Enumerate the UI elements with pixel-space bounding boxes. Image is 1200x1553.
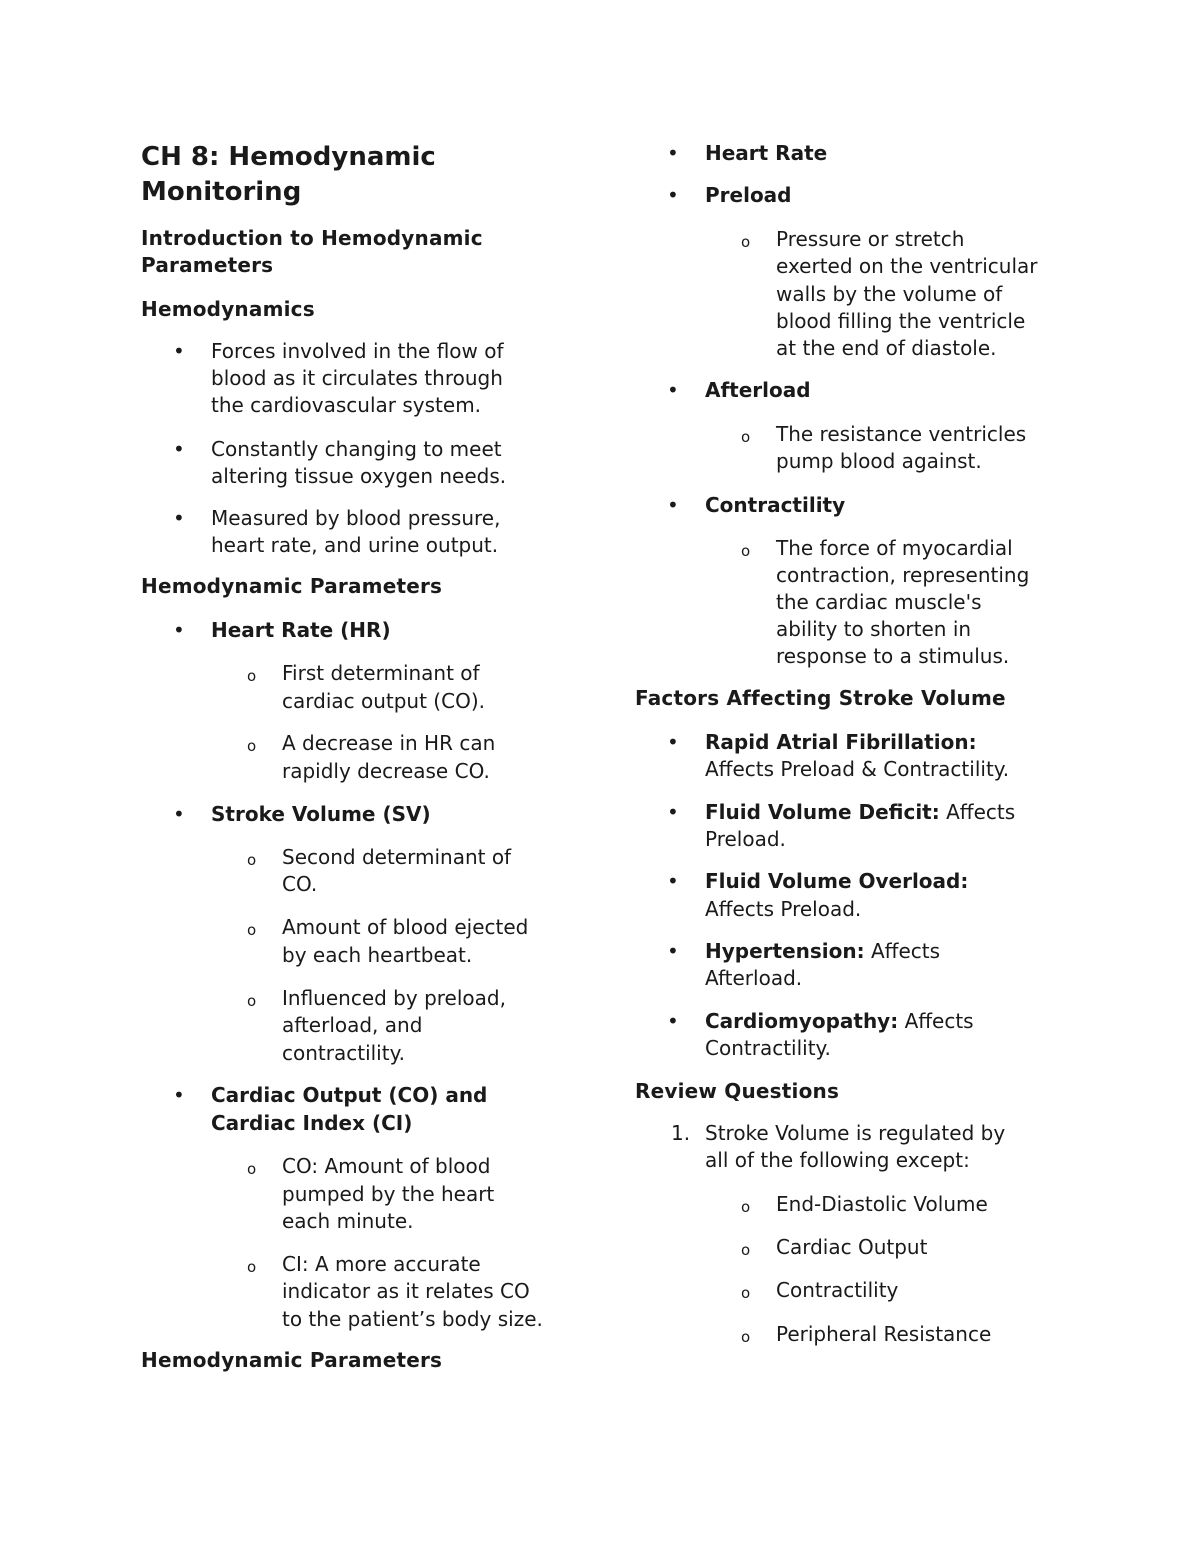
heart-rate-label: Heart Rate: [705, 141, 828, 165]
factor-line1: [705, 868, 968, 895]
sub-item-line: walls by the volume of: [776, 282, 1003, 306]
bullet-icon: •: [173, 339, 185, 363]
sub-item-line: indicator as it relates CO: [282, 1279, 530, 1303]
bullet-icon: •: [667, 141, 679, 165]
bullet-icon: •: [667, 183, 679, 207]
sub-item-line: CO.: [282, 872, 318, 896]
sub-item-line: the cardiac muscle's: [776, 590, 982, 614]
answer-option: Contractility: [776, 1278, 899, 1302]
list-item-line: the cardiovascular system.: [211, 393, 482, 417]
factor-line1: [705, 799, 1015, 826]
co-label-line2: Cardiac Index (CI): [211, 1111, 413, 1135]
hemodynamics-heading: Hemodynamics: [141, 297, 315, 321]
sub-item-line: response to a stimulus.: [776, 644, 1010, 668]
sub-bullet-icon: o: [247, 851, 257, 869]
factor-text: Affects: [864, 939, 941, 963]
sub-item-line: contractility.: [282, 1041, 405, 1065]
factor-term: Hypertension:: [705, 939, 865, 963]
bullet-icon: •: [667, 493, 679, 517]
factor-term: Fluid Volume Deficit:: [705, 800, 940, 824]
factor-line1: [705, 938, 940, 965]
afterload-label: Afterload: [705, 378, 811, 402]
sub-item-line: CI: A more accurate: [282, 1252, 481, 1276]
sub-item-line: exerted on the ventricular: [776, 254, 1038, 278]
review-heading: Review Questions: [635, 1079, 840, 1103]
sub-item-line: pumped by the heart: [282, 1182, 495, 1206]
list-item-line: Constantly changing to meet: [211, 437, 502, 461]
sub-bullet-icon: o: [247, 921, 257, 939]
intro-heading-line1: Introduction to Hemodynamic: [141, 226, 483, 250]
sub-item-line: pump blood against.: [776, 449, 982, 473]
sub-item-line: Influenced by preload,: [282, 986, 506, 1010]
list-item-line: Measured by blood pressure,: [211, 506, 501, 530]
sub-item-line: to the patient’s body size.: [282, 1307, 543, 1331]
bullet-icon: •: [173, 1083, 185, 1107]
bullet-icon: •: [173, 802, 185, 826]
sub-item-line: ability to shorten in: [776, 617, 972, 641]
question-line: all of the following except:: [705, 1148, 970, 1172]
factors-heading: Factors Affecting Stroke Volume: [635, 686, 1006, 710]
factor-line2: Preload.: [705, 827, 786, 851]
sub-item-line: The resistance ventricles: [776, 422, 1027, 446]
sub-bullet-icon: o: [741, 428, 751, 446]
factor-line2: Affects Preload & Contractility.: [705, 757, 1010, 781]
bullet-icon: •: [173, 618, 185, 642]
sub-item-line: A decrease in HR can: [282, 731, 496, 755]
answer-option: End-Diastolic Volume: [776, 1192, 988, 1216]
list-item-line: heart rate, and urine output.: [211, 533, 499, 557]
contractility-label: Contractility: [705, 493, 846, 517]
sub-item-line: Second determinant of: [282, 845, 512, 869]
factor-line2: Afterload.: [705, 966, 803, 990]
sub-item-line: blood filling the ventricle: [776, 309, 1026, 333]
sub-item-line: cardiac output (CO).: [282, 689, 485, 713]
bullet-icon: •: [667, 869, 679, 893]
sub-bullet-icon: o: [247, 1160, 257, 1178]
sv-label: Stroke Volume (SV): [211, 802, 431, 826]
page-title-line1: CH 8: Hemodynamic: [141, 142, 436, 172]
bullet-icon: •: [173, 437, 185, 461]
bullet-icon: •: [667, 730, 679, 754]
sub-bullet-icon: o: [247, 667, 257, 685]
bullet-icon: •: [667, 800, 679, 824]
sub-item-line: each minute.: [282, 1209, 414, 1233]
sub-bullet-icon: o: [741, 1241, 751, 1259]
sub-bullet-icon: o: [741, 1328, 751, 1346]
sub-bullet-icon: o: [741, 542, 751, 560]
factor-text: Affects: [939, 800, 1016, 824]
bullet-icon: •: [667, 1009, 679, 1033]
factor-term: Cardiomyopathy:: [705, 1009, 899, 1033]
answer-option: Cardiac Output: [776, 1235, 928, 1259]
factor-line1: [705, 729, 977, 756]
sub-item-line: Amount of blood ejected: [282, 915, 529, 939]
bullet-icon: •: [667, 378, 679, 402]
hr-label: Heart Rate (HR): [211, 618, 391, 642]
sub-bullet-icon: o: [741, 1198, 751, 1216]
co-label-line1: Cardiac Output (CO) and: [211, 1083, 488, 1107]
page-title-line2: Monitoring: [141, 177, 302, 207]
list-item-line: altering tissue oxygen needs.: [211, 464, 507, 488]
sub-item-line: CO: Amount of blood: [282, 1154, 491, 1178]
sub-bullet-icon: o: [741, 1284, 751, 1302]
sub-item-line: by each heartbeat.: [282, 943, 473, 967]
bullet-icon: •: [667, 939, 679, 963]
sub-item-line: The force of myocardial: [776, 536, 1013, 560]
question-number: 1.: [671, 1121, 691, 1145]
sub-bullet-icon: o: [247, 737, 257, 755]
factor-line2: Affects Preload.: [705, 897, 862, 921]
sub-item-line: First determinant of: [282, 661, 480, 685]
sub-bullet-icon: o: [247, 992, 257, 1010]
list-item-line: blood as it circulates through: [211, 366, 503, 390]
sub-item-line: Pressure or stretch: [776, 227, 965, 251]
sub-bullet-icon: o: [741, 233, 751, 251]
answer-option: Peripheral Resistance: [776, 1322, 992, 1346]
params-heading-2: Hemodynamic Parameters: [141, 1348, 443, 1372]
factor-term: Rapid Atrial Fibrillation:: [705, 730, 977, 754]
intro-heading-line2: Parameters: [141, 253, 274, 277]
bullet-icon: •: [173, 506, 185, 530]
sub-item-line: rapidly decrease CO.: [282, 759, 490, 783]
factor-line2: Contractility.: [705, 1036, 831, 1060]
params-heading: Hemodynamic Parameters: [141, 574, 443, 598]
sub-item-line: afterload, and: [282, 1013, 423, 1037]
factor-term: Fluid Volume Overload:: [705, 869, 969, 893]
factor-text: Affects: [898, 1009, 974, 1033]
sub-bullet-icon: o: [247, 1258, 257, 1276]
preload-label: Preload: [705, 183, 792, 207]
question-line: Stroke Volume is regulated by: [705, 1121, 1006, 1145]
sub-item-line: at the end of diastole.: [776, 336, 997, 360]
sub-item-line: contraction, representing: [776, 563, 1030, 587]
list-item-line: Forces involved in the flow of: [211, 339, 504, 363]
factor-line1: [705, 1008, 974, 1035]
